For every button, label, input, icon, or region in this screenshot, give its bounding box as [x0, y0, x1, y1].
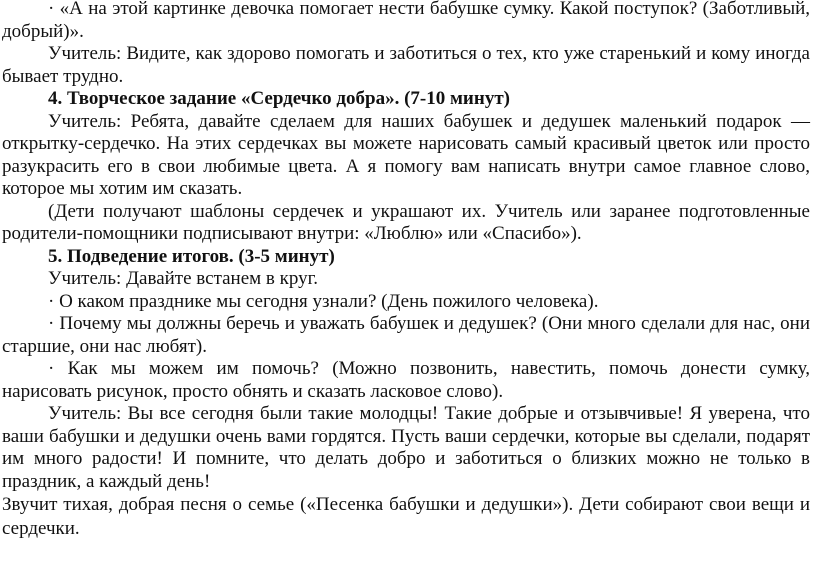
paragraph-closing-song: Звучит тихая, добрая песня о семье («Песенка бабушки и дедушки»). Дети собирают свои вещи и сердечки. — [2, 494, 810, 539]
paragraph-children-decorate: (Дети получают шаблоны сердечек и украшают их. Учитель или заранее подготовленные родители-помощники подписывают внутри: «Люблю» или «Спасибо»). — [2, 200, 810, 244]
paragraph-teacher-circle: Учитель: Давайте встанем в круг. — [48, 268, 319, 289]
paragraph-good-deed-question: · «А на этой картинке девочка помогает нести бабушке сумку. Какой поступок? (Заботливый, добрый)». — [2, 0, 810, 42]
list-item-holiday-question: · О каком празднике мы сегодня узнали? (День пожилого человека). — [48, 290, 599, 312]
paragraph-teacher-conclusion: Учитель: Вы все сегодня были такие молодцы! Такие добрые и отзывчивые! Я уверена, что ваши бабушки и дедушки очень вами гордятся. Пусть ваши сердечки, которые вы сделали, подарят им много радости! И помните, что делать добро и заботиться о близких можно не только в праздник, а каждый день! — [2, 403, 810, 492]
paragraph-teacher-heart-card: Учитель: Ребята, давайте сделаем для наших бабушек и дедушек маленький подарок — открытку-сердечко. На этих сердечках вы можете нарисовать самый красивый цветок или просто разукрасить его в свои любимые цвета. А я помогу вам написать внутри самое главное слово, которое мы хотим им сказать. — [2, 110, 810, 199]
list-item-help-question: · Как мы можем им помочь? (Можно позвонить, навестить, помочь донести сумку, нарисовать рисунок, просто обнять и сказать ласковое слово). — [2, 358, 810, 402]
list-item-respect-question: · Почему мы должны беречь и уважать бабушек и дедушек? (Они много сделали для нас, они старшие, они нас любят). — [2, 313, 810, 357]
heading-summary: 5. Подведение итогов. (3-5 минут) — [48, 245, 335, 267]
heading-creative-task: 4. Творческое задание «Сердечко добра». (7-10 минут) — [48, 88, 510, 109]
paragraph-teacher-helping: Учитель: Видите, как здорово помогать и заботиться о тех, кто уже старенький и кому иногда бывает трудно. — [2, 43, 810, 87]
